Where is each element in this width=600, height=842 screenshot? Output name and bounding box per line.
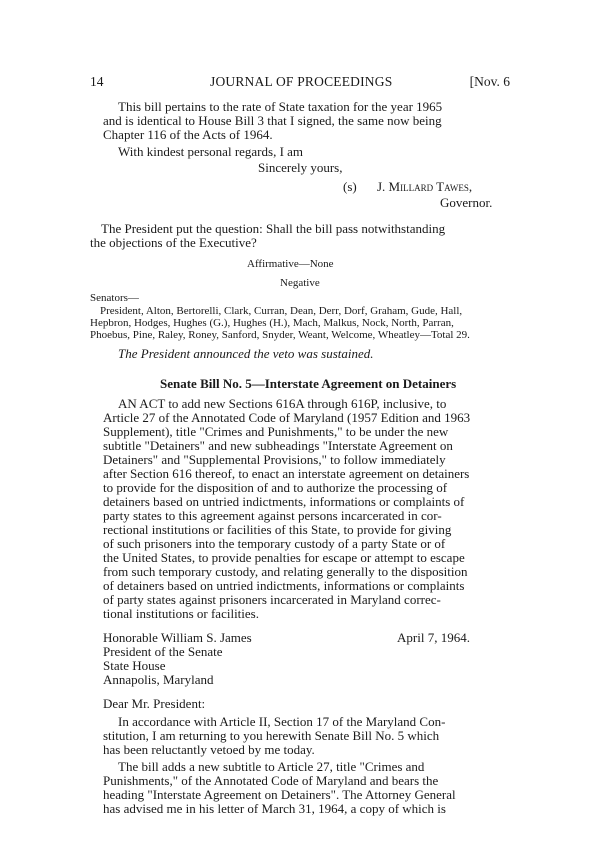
senators-label: Senators— bbox=[90, 292, 139, 304]
act-text-line: rectional institutions or facilities of this State, to provide for giving bbox=[103, 522, 452, 537]
addressee-line: President of the Senate bbox=[103, 644, 223, 659]
letter-body-line: The bill adds a new subtitle to Article 27, title "Crimes and bbox=[118, 759, 425, 774]
veto-result: The President announced the veto was sustained. bbox=[118, 346, 374, 361]
journal-title: JOURNAL OF PROCEEDINGS bbox=[210, 74, 393, 89]
act-text-line: Detainers" and "Supplemental Provisions," to follow immediately bbox=[103, 452, 446, 467]
senators-list-line: Phoebus, Pine, Raley, Roney, Sanford, Snyder, Weant, Welcome, Wheatley—Total 29. bbox=[90, 329, 470, 341]
letter-closing: With kindest personal regards, I am bbox=[118, 144, 304, 159]
addressee-line: State House bbox=[103, 658, 166, 673]
running-head-date: [Nov. 6 bbox=[469, 74, 510, 89]
president-question: The President put the question: Shall the bill pass notwithstanding bbox=[101, 221, 446, 236]
act-text-line: after Section 616 thereof, to enact an interstate agreement on detainers bbox=[103, 466, 470, 481]
act-text-line: from such temporary custody, and relating generally to the disposition bbox=[103, 564, 468, 579]
letter-body-line: has been reluctantly vetoed by me today. bbox=[103, 742, 315, 757]
act-text-line: tional institutions or facilities. bbox=[103, 606, 259, 621]
act-text-line: Article 27 of the Annotated Code of Maryland (1957 Edition and 1963 bbox=[103, 410, 471, 425]
senators-list-line: Hepbron, Hodges, Hughes (G.), Hughes (H.), Mach, Malkus, Nock, North, Parran, bbox=[90, 317, 454, 329]
senators-list-line: President, Alton, Bertorelli, Clark, Curran, Dean, Derr, Dorf, Graham, Gude, Hall, bbox=[100, 305, 463, 317]
act-text-line: of such prisoners into the temporary custody of a party State or of bbox=[103, 536, 446, 551]
signature-title: Governor. bbox=[440, 195, 493, 210]
letter-date: April 7, 1964. bbox=[397, 630, 470, 645]
letter-body-line: stitution, I am returning to you herewith Senate Bill No. 5 which bbox=[103, 728, 440, 743]
salutation: Dear Mr. President: bbox=[103, 696, 206, 711]
act-text-line: detainers based on untried indictments, informations or complaints of bbox=[103, 494, 465, 509]
act-text-line: party states to this agreement against persons incarcerated in cor- bbox=[103, 508, 442, 523]
letter-body-line: In accordance with Article II, Section 17 of the Maryland Con- bbox=[118, 714, 446, 729]
letter-body-line: Punishments," of the Annotated Code of Maryland and bears the bbox=[103, 773, 439, 788]
act-text-line: subtitle "Detainers" and new subheadings "Interstate Agreement on bbox=[103, 438, 453, 453]
letter-body-line: heading "Interstate Agreement on Detainers". The Attorney General bbox=[103, 787, 456, 802]
act-text-line: of party states against prisoners incarcerated in Maryland correc- bbox=[103, 592, 441, 607]
letter-text-line: and is identical to House Bill 3 that I signed, the same now being bbox=[103, 113, 442, 128]
addressee-name: Honorable William S. James bbox=[103, 630, 252, 645]
letter-text-line: This bill pertains to the rate of State taxation for the year 1965 bbox=[118, 99, 443, 114]
page-number: 14 bbox=[90, 74, 104, 89]
act-text-line: the United States, to provide penalties for escape or attempt to escape bbox=[103, 550, 465, 565]
affirmative-vote: Affirmative—None bbox=[247, 258, 334, 270]
bill-heading: Senate Bill No. 5—Interstate Agreement on Detainers bbox=[160, 376, 457, 391]
addressee-line: Annapolis, Maryland bbox=[103, 672, 214, 687]
complimentary-close: Sincerely yours, bbox=[258, 160, 343, 175]
letter-body-line: has advised me in his letter of March 31, 1964, a copy of which is bbox=[103, 801, 446, 816]
act-text-line: Supplement), title "Crimes and Punishments," to be under the new bbox=[103, 424, 449, 439]
act-text-line: of detainers based on untried indictments, informations or complaints bbox=[103, 578, 465, 593]
act-text-line: to provide for the disposition of and to authorize the processing of bbox=[103, 480, 448, 495]
negative-heading: Negative bbox=[280, 277, 320, 289]
running-head bbox=[90, 74, 510, 90]
letter-text-line: Chapter 116 of the Acts of 1964. bbox=[103, 127, 273, 142]
president-question: the objections of the Executive? bbox=[90, 235, 257, 250]
signature-name: J. Millard Tawes, bbox=[377, 179, 473, 194]
act-text-line: AN ACT to add new Sections 616A through 616P, inclusive, to bbox=[118, 396, 447, 411]
signature-mark: (s) bbox=[343, 179, 357, 194]
